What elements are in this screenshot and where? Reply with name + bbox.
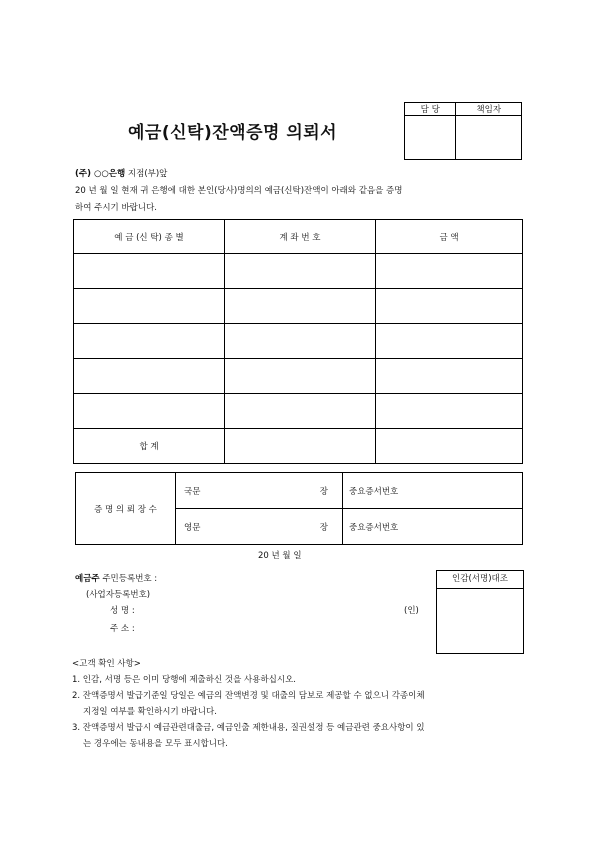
english-important-no-cell[interactable] <box>343 509 523 545</box>
approval-manager-cell[interactable] <box>405 116 456 160</box>
deposit-type-cell[interactable] <box>74 359 225 394</box>
depositor-label: 예금주 <box>75 574 100 584</box>
header-deposit-type: 예 금 (신 탁) 종 별 <box>74 220 225 254</box>
addressee <box>75 167 167 179</box>
account-number-cell[interactable] <box>225 289 376 324</box>
total-account-cell[interactable] <box>225 429 376 464</box>
amount-cell[interactable] <box>376 324 523 359</box>
request-line-1: 20 년 월 일 현재 귀 은행에 대한 본인(당사)명의의 예금(신탁)잔액이 아래와 같음을 증명 <box>75 186 403 196</box>
certificate-request-table <box>75 472 523 545</box>
note-item-2: 2. 잔액증명서 발급기준일 당일은 예금의 잔액변경 및 대출의 담보로 제공할 수 없으니 각종이체 <box>72 691 425 701</box>
english-label: 영문 <box>184 522 201 533</box>
customer-notes <box>72 656 532 752</box>
english-count-cell[interactable] <box>176 509 343 545</box>
approval-supervisor-cell[interactable] <box>456 116 522 160</box>
total-amount-cell[interactable] <box>376 429 523 464</box>
page-title: 예금(신탁)잔액증명 의뢰서 <box>128 123 338 143</box>
deposit-type-cell[interactable] <box>74 254 225 289</box>
account-number-cell[interactable] <box>225 324 376 359</box>
notes-heading: <고객 확인 사항> <box>72 659 141 669</box>
address-label: 주 소 : <box>110 624 135 634</box>
note-item-2-cont: 지정일 여부를 확인하시기 바랍니다. <box>83 707 217 717</box>
seal-mark: (인) <box>404 606 419 616</box>
certificate-count-label: 증 명 의 뢰 장 수 <box>76 473 176 545</box>
english-unit: 장 <box>319 522 328 533</box>
date-line: 20 년 월 일 <box>258 551 302 561</box>
total-row <box>74 429 523 464</box>
korean-important-no-label: 중요증서번호 <box>349 486 399 497</box>
name-label: 성 명 : <box>110 606 135 616</box>
deposit-type-cell[interactable] <box>74 394 225 429</box>
approval-supervisor-header: 책임자 <box>456 103 522 116</box>
resident-no-label: 주민등록번호 : <box>102 574 158 584</box>
korean-important-no-cell[interactable] <box>343 473 523 509</box>
note-item-3-cont: 는 경우에는 동내용을 모두 표시합니다. <box>83 739 228 749</box>
total-label: 합 계 <box>74 429 225 464</box>
english-important-no-label: 중요증서번호 <box>349 522 399 533</box>
header-amount: 금 액 <box>376 220 523 254</box>
deposit-type-cell[interactable] <box>74 289 225 324</box>
korean-unit: 장 <box>319 486 328 497</box>
table-row <box>74 359 523 394</box>
account-number-cell[interactable] <box>225 394 376 429</box>
balance-table <box>73 219 523 464</box>
note-item-1: 1. 인감, 서명 등은 이미 당행에 제출하신 것을 사용하십시오. <box>72 675 296 685</box>
approval-manager-header: 담 당 <box>405 103 456 116</box>
korean-label: 국문 <box>184 486 201 497</box>
header-account-number: 계 좌 번 호 <box>225 220 376 254</box>
branch-label: 지점(부)앞 <box>127 169 168 179</box>
amount-cell[interactable] <box>376 254 523 289</box>
note-item-3: 3. 잔액증명서 발급시 예금관련대출금, 예금인출 제한내용, 질권설정 등 예금관련 중요사항이 있 <box>72 723 425 733</box>
bank-name: (주) ○○은행 <box>75 169 126 179</box>
deposit-type-cell[interactable] <box>74 324 225 359</box>
amount-cell[interactable] <box>376 359 523 394</box>
request-line-2: 하여 주시기 바랍니다. <box>75 203 158 213</box>
amount-cell[interactable] <box>376 289 523 324</box>
seal-verification-box <box>436 570 524 654</box>
business-no-label: (사업자등록번호) <box>86 590 151 600</box>
approval-box <box>404 102 522 160</box>
table-row <box>74 254 523 289</box>
seal-box-area[interactable] <box>437 589 523 653</box>
table-row <box>74 324 523 359</box>
depositor-resident-line <box>75 572 157 584</box>
seal-box-label: 인감(서명)대조 <box>437 571 523 589</box>
korean-count-cell[interactable] <box>176 473 343 509</box>
account-number-cell[interactable] <box>225 359 376 394</box>
table-row <box>74 394 523 429</box>
table-row <box>74 289 523 324</box>
amount-cell[interactable] <box>376 394 523 429</box>
account-number-cell[interactable] <box>225 254 376 289</box>
